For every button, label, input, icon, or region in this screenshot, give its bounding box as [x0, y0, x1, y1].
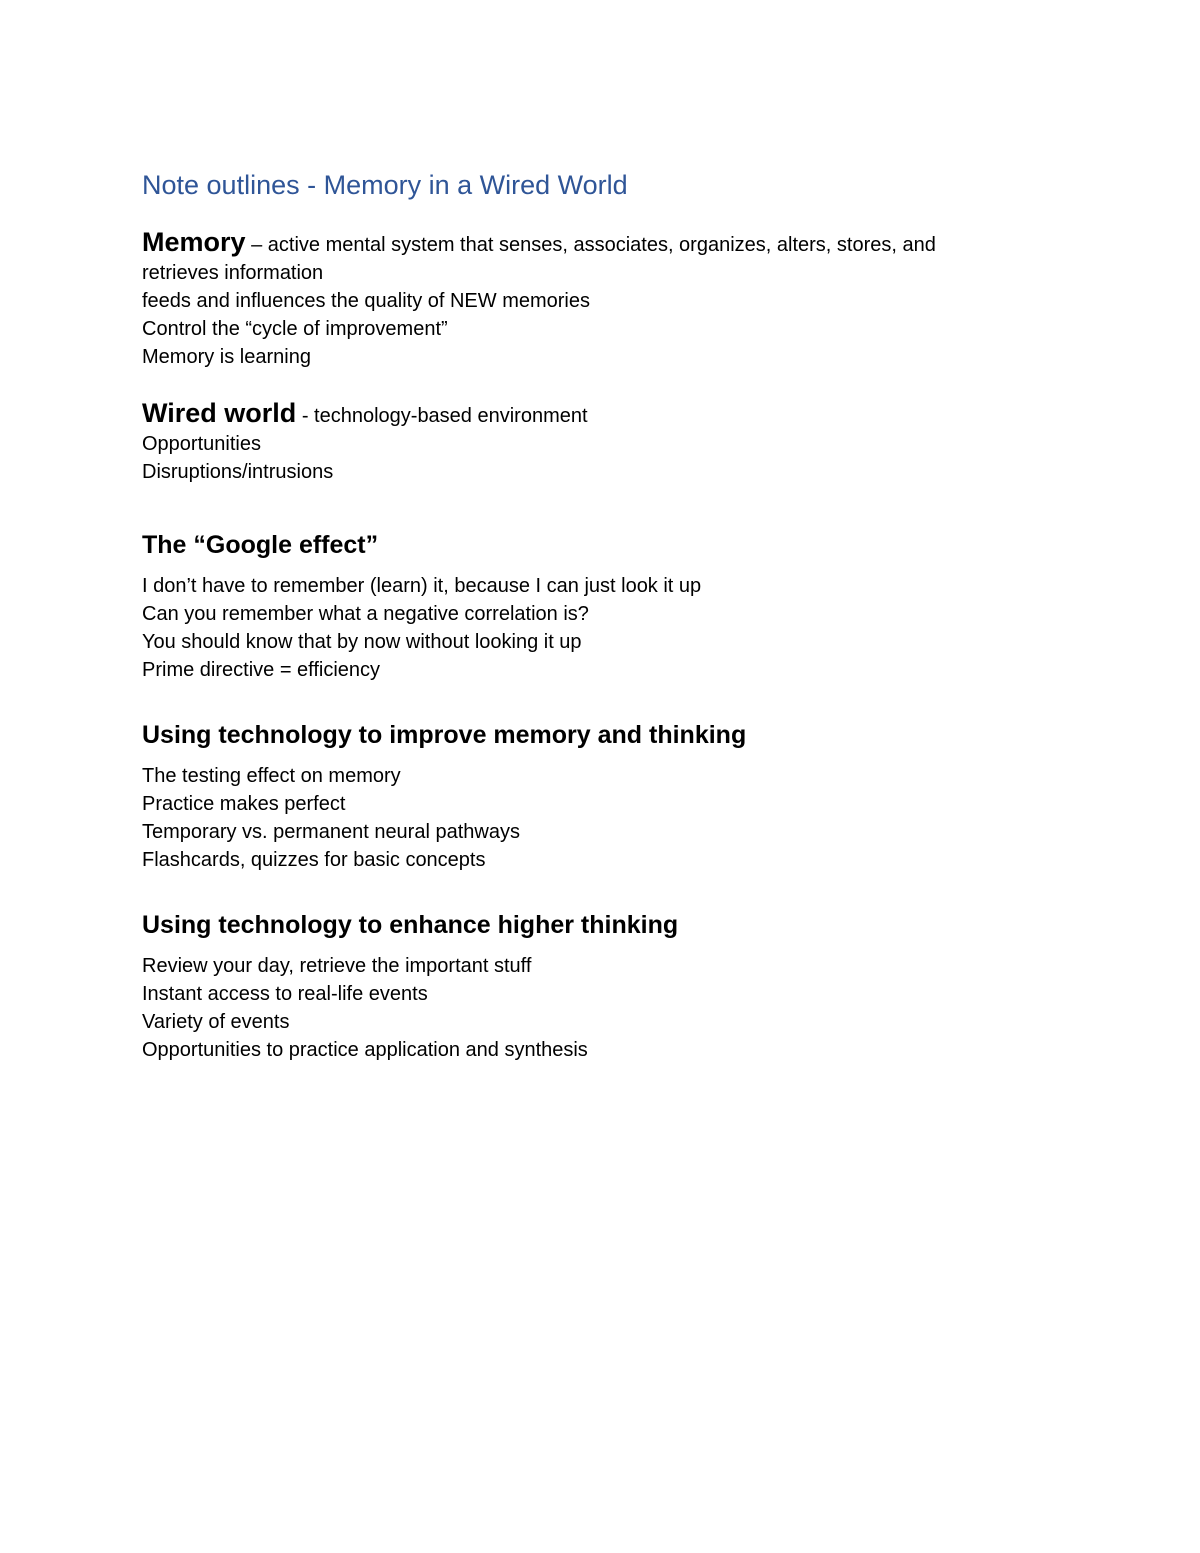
section-line: I don’t have to remember (learn) it, because I can just look it up — [142, 575, 702, 597]
section-line: Temporary vs. permanent neural pathways — [142, 821, 520, 843]
section-line: Opportunities to practice application and synthesis — [142, 1039, 588, 1061]
section-line: Can you remember what a negative correlation is? — [142, 603, 589, 625]
document-body — [142, 166, 1042, 1092]
section-line: Review your day, retrieve the important stuff — [142, 955, 532, 977]
wired-world-definition: - technology-based environment — [296, 405, 588, 427]
section-line: Flashcards, quizzes for basic concepts — [142, 849, 486, 871]
section-line: You should know that by now without looking it up — [142, 631, 582, 653]
wired-world-term: Wired world — [142, 398, 297, 428]
memory-definition-line — [142, 228, 1042, 259]
section-higher-thinking — [142, 908, 1042, 1064]
memory-line: Control the “cycle of improvement” — [142, 318, 448, 340]
section-line: Instant access to real-life events — [142, 983, 428, 1005]
wired-world-definition-line — [142, 399, 1042, 430]
section-heading: The “Google effect” — [142, 531, 379, 559]
memory-block — [142, 228, 1042, 371]
section-line: The testing effect on memory — [142, 765, 401, 787]
section-line: Practice makes perfect — [142, 793, 346, 815]
memory-term: Memory — [142, 227, 246, 257]
memory-definition-cont: retrieves information — [142, 262, 324, 284]
section-heading: Using technology to enhance higher thinking — [142, 911, 679, 939]
memory-line: Memory is learning — [142, 346, 311, 368]
wired-world-line: Opportunities — [142, 433, 261, 455]
section-google-effect — [142, 528, 1042, 684]
section-heading: Using technology to improve memory and thinking — [142, 721, 747, 749]
section-line: Variety of events — [142, 1011, 290, 1033]
document-title: Note outlines - Memory in a Wired World — [142, 170, 628, 200]
section-improve-memory — [142, 718, 1042, 874]
memory-definition: – active mental system that senses, associates, organizes, alters, stores, and — [245, 234, 936, 256]
wired-world-line: Disruptions/intrusions — [142, 461, 334, 483]
section-line: Prime directive = efficiency — [142, 659, 381, 681]
memory-line: feeds and influences the quality of NEW memories — [142, 290, 590, 312]
wired-world-block — [142, 399, 1042, 486]
